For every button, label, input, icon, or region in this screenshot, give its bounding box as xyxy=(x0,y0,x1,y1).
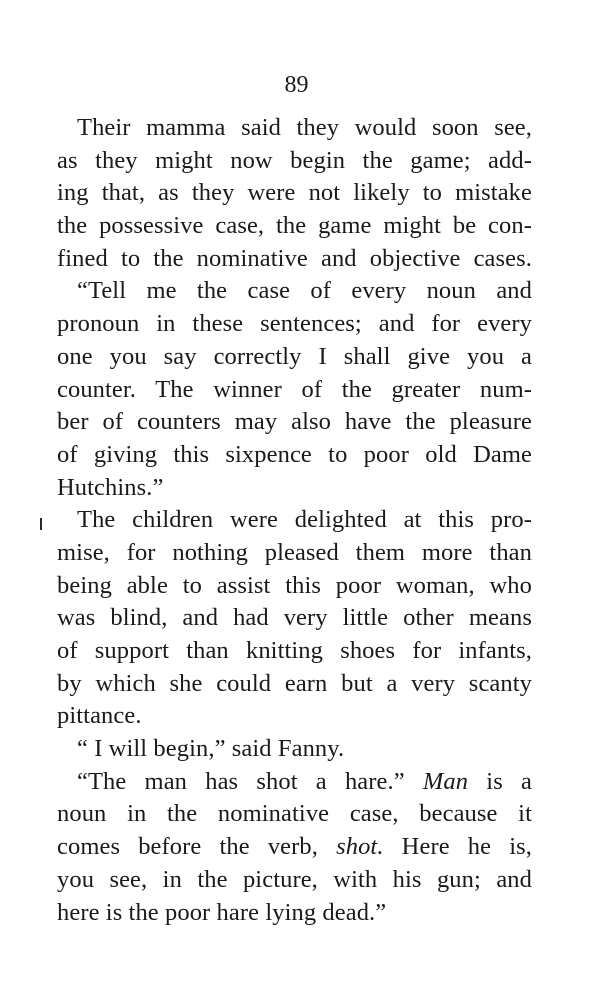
text-run: “The man has shot a hare.” xyxy=(77,767,423,795)
text-line: ber of counters may also have the pleasure xyxy=(57,408,532,436)
text-line: mise, for nothing pleased them more than xyxy=(57,538,532,566)
text-line: as they might now begin the game; add- xyxy=(57,146,532,174)
text-run: you see, in the picture, with his gun; and xyxy=(57,865,532,893)
text-line: “Tell me the case of every noun and xyxy=(77,277,532,305)
text-line: pronoun in these sentences; and for every xyxy=(57,310,532,338)
italic-word: Man xyxy=(422,767,469,795)
text-line: one you say correctly I shall give you a xyxy=(57,342,532,370)
text-line: Hutchins.” xyxy=(57,473,164,501)
text-line xyxy=(57,831,532,864)
text-line xyxy=(57,897,532,930)
text-line: being able to assist this poor woman, who xyxy=(57,571,532,599)
page-number: 89 xyxy=(284,72,309,98)
text-run: Here he is, xyxy=(383,833,532,861)
text-line: counter. The winner of the greater num- xyxy=(57,375,532,403)
text-line: Their mamma said they would soon see, xyxy=(77,114,532,141)
paragraph xyxy=(57,504,532,733)
text-line: by which she could earn but a very scanty xyxy=(57,669,532,697)
text-line: The children were delighted at this pro- xyxy=(77,506,532,534)
body-text xyxy=(57,112,532,929)
text-line: of support than knitting shoes for infants, xyxy=(57,637,532,664)
paragraph xyxy=(57,112,532,275)
text-run: here is the poor hare lying dead.” xyxy=(57,898,387,926)
text-line: “ I will begin,” said Fanny. xyxy=(77,735,345,763)
paragraph xyxy=(57,766,532,929)
text-line: ing that, as they were not likely to mistake xyxy=(57,179,532,207)
print-speck xyxy=(40,518,42,530)
text-run: comes before the verb, xyxy=(57,833,337,861)
text-line xyxy=(57,864,532,897)
italic-word: shot. xyxy=(336,833,384,861)
text-line: pittance. xyxy=(57,702,142,730)
paragraph xyxy=(57,275,532,504)
text-line: of giving this sixpence to poor old Dame xyxy=(57,440,532,468)
text-line: fined to the nominative and objective cases. xyxy=(57,244,532,272)
text-line xyxy=(57,798,532,831)
text-run: noun in the nominative case, because it xyxy=(57,800,532,828)
text-line: the possessive case, the game might be con- xyxy=(57,212,532,240)
text-line: was blind, and had very little other means xyxy=(57,604,532,632)
paragraph xyxy=(57,733,532,766)
text-line xyxy=(57,766,532,799)
text-run: is a xyxy=(468,767,532,795)
